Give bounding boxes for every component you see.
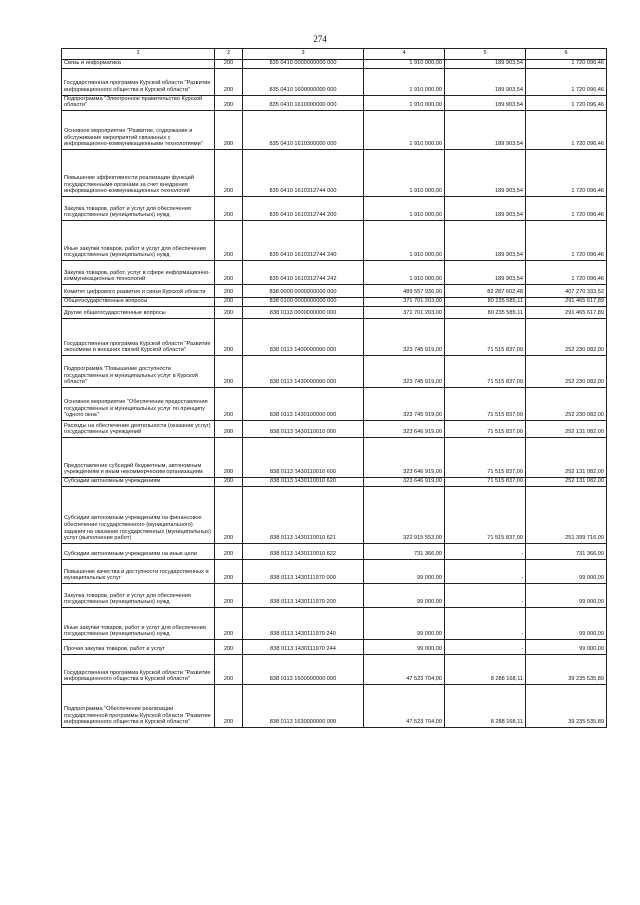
row-value-cell: 71 515 837,00 xyxy=(445,477,526,486)
row-col2-cell: 200 xyxy=(215,318,243,355)
row-value-cell: 99 000,00 xyxy=(364,583,445,607)
row-value-cell: 99 000,00 xyxy=(526,559,607,583)
row-value-cell: 189 903,54 xyxy=(445,220,526,260)
header-cell: 6 xyxy=(526,49,607,60)
row-value-cell: 1 720 096,46 xyxy=(526,220,607,260)
row-value-cell: 99 000,00 xyxy=(526,639,607,654)
table-row xyxy=(62,284,607,297)
row-code-cell: 838 0113 1430110010 000 xyxy=(243,420,364,437)
row-value-cell: 1 910 000,00 xyxy=(364,196,445,220)
row-col2-cell: 200 xyxy=(215,220,243,260)
row-col2-cell: 200 xyxy=(215,486,243,543)
table-row xyxy=(62,95,607,110)
table-row xyxy=(62,297,607,306)
row-value-cell: 323 745 919,00 xyxy=(364,318,445,355)
row-name-cell: Подпрограмма "Электронное правительство Курской области" xyxy=(62,95,215,110)
row-name-cell: Субсидии автономным учреждениям на финансовое обеспечение государственного (муниципального) задания на оказание государственных (муниципальных) услуг (выполнение работ) xyxy=(62,486,215,543)
row-value-cell: - xyxy=(445,639,526,654)
row-value-cell: 189 903,54 xyxy=(445,149,526,196)
row-code-cell: 838 0113 1600000000 000 xyxy=(243,654,364,684)
row-col2-cell: 200 xyxy=(215,284,243,297)
row-name-cell: Основное мероприятие "Обеспечение предоставления государственных и муниципальных услуг по принципу "одного окна" xyxy=(62,387,215,420)
row-value-cell: 99 000,00 xyxy=(364,559,445,583)
row-code-cell: 838 0113 1630000000 000 xyxy=(243,684,364,727)
row-value-cell: 252 230 082,00 xyxy=(526,387,607,420)
row-col2-cell: 200 xyxy=(215,607,243,639)
row-value-cell: 1 910 000,00 xyxy=(364,60,445,69)
table-header-row xyxy=(62,49,607,60)
header-cell: 3 xyxy=(243,49,364,60)
row-name-cell: Основное мероприятие "Развитие, содержание и обслуживание мероприятий связанных с информационно-коммуникационными технологиями" xyxy=(62,110,215,149)
row-col2-cell: 200 xyxy=(215,543,243,559)
row-value-cell: 39 235 535,89 xyxy=(526,684,607,727)
row-col2-cell: 200 xyxy=(215,260,243,284)
row-name-cell: Комитет цифрового развития и связи Курской области xyxy=(62,284,215,297)
row-value-cell: 1 720 096,46 xyxy=(526,196,607,220)
row-value-cell: 1 910 000,00 xyxy=(364,220,445,260)
row-code-cell: 835 0410 1610300000 000 xyxy=(243,110,364,149)
row-value-cell: 731 366,00 xyxy=(364,543,445,559)
row-value-cell: 47 523 704,00 xyxy=(364,654,445,684)
row-code-cell: 835 0410 1610312744 240 xyxy=(243,220,364,260)
row-value-cell: 99 000,00 xyxy=(364,607,445,639)
row-col2-cell: 200 xyxy=(215,196,243,220)
row-col2-cell: 200 xyxy=(215,420,243,437)
row-value-cell: 407 270 333,52 xyxy=(526,284,607,297)
table-row xyxy=(62,68,607,95)
row-value-cell: 71 515 837,00 xyxy=(445,387,526,420)
row-value-cell: 1 720 096,46 xyxy=(526,68,607,95)
row-code-cell: 838 0113 1430000000 000 xyxy=(243,355,364,387)
header-cell: 1 xyxy=(62,49,215,60)
table-row xyxy=(62,559,607,583)
row-value-cell: 80 235 585,11 xyxy=(445,297,526,306)
row-value-cell: 189 903,54 xyxy=(445,68,526,95)
table-row xyxy=(62,306,607,318)
row-value-cell: 189 903,54 xyxy=(445,196,526,220)
row-col2-cell: 200 xyxy=(215,60,243,69)
row-value-cell: 1 720 096,46 xyxy=(526,60,607,69)
row-value-cell: 1 720 096,46 xyxy=(526,95,607,110)
row-value-cell: 1 910 000,00 xyxy=(364,95,445,110)
table-row xyxy=(62,583,607,607)
row-value-cell: 1 910 000,00 xyxy=(364,110,445,149)
row-value-cell: 323 745 919,00 xyxy=(364,387,445,420)
row-name-cell: Предоставление субсидий бюджетным, автономным учреждениям и иным некоммерческим организациям xyxy=(62,437,215,477)
row-value-cell: 99 000,00 xyxy=(526,607,607,639)
row-name-cell: Иные закупки товаров, работ и услуг для обеспечения государственных (муниципальных) нужд xyxy=(62,607,215,639)
row-value-cell: 371 701 203,00 xyxy=(364,297,445,306)
row-value-cell: 71 515 837,00 xyxy=(445,355,526,387)
row-name-cell: Подпрограмма "Повышение доступности государственных и муниципальных услуг в Курской области" xyxy=(62,355,215,387)
row-value-cell: 252 131 082,00 xyxy=(526,437,607,477)
row-value-cell: - xyxy=(445,583,526,607)
row-code-cell: 835 0410 1610000000 000 xyxy=(243,95,364,110)
row-value-cell: - xyxy=(445,607,526,639)
table-row xyxy=(62,420,607,437)
row-value-cell: 1 910 000,00 xyxy=(364,260,445,284)
row-value-cell: 189 903,54 xyxy=(445,110,526,149)
row-col2-cell: 200 xyxy=(215,297,243,306)
row-col2-cell: 200 xyxy=(215,149,243,196)
row-col2-cell: 200 xyxy=(215,355,243,387)
row-value-cell: 1 720 096,46 xyxy=(526,110,607,149)
row-value-cell: 99 000,00 xyxy=(364,639,445,654)
row-value-cell: 8 288 168,11 xyxy=(445,654,526,684)
page-number: 274 xyxy=(313,34,327,44)
row-code-cell: 838 0113 1430111970 000 xyxy=(243,559,364,583)
table-row xyxy=(62,639,607,654)
table-row xyxy=(62,437,607,477)
row-code-cell: 835 0410 1610312744 000 xyxy=(243,149,364,196)
row-name-cell: Закупка товаров, работ, услуг в сфере информационно-коммуникационных технологий xyxy=(62,260,215,284)
row-code-cell: 838 0113 1430111970 240 xyxy=(243,607,364,639)
row-col2-cell: 200 xyxy=(215,110,243,149)
row-name-cell: Иные закупки товаров, работ и услуг для обеспечения государственных (муниципальных) нужд xyxy=(62,220,215,260)
row-code-cell: 838 0113 1430110010 620 xyxy=(243,477,364,486)
row-code-cell: 838 0113 1430100000 000 xyxy=(243,387,364,420)
row-value-cell: 323 745 919,00 xyxy=(364,355,445,387)
row-value-cell: 71 515 837,00 xyxy=(445,486,526,543)
table-row xyxy=(62,543,607,559)
table-row xyxy=(62,387,607,420)
row-code-cell: 835 0410 1610312744 242 xyxy=(243,260,364,284)
row-code-cell: 838 0100 0000000000 000 xyxy=(243,297,364,306)
row-code-cell: 838 0113 1430110010 600 xyxy=(243,437,364,477)
row-value-cell: - xyxy=(445,543,526,559)
table-row xyxy=(62,149,607,196)
row-col2-cell: 200 xyxy=(215,684,243,727)
row-name-cell: Государственная программа Курской области "Развитие информационного общества в Курской области" xyxy=(62,654,215,684)
row-value-cell: 1 910 000,00 xyxy=(364,68,445,95)
row-value-cell: 1 720 096,46 xyxy=(526,260,607,284)
row-value-cell: 252 230 082,00 xyxy=(526,355,607,387)
row-col2-cell: 200 xyxy=(215,95,243,110)
header-cell: 2 xyxy=(215,49,243,60)
row-name-cell: Расходы на обеспечение деятельности (оказание услуг) государственных учреждений xyxy=(62,420,215,437)
row-value-cell: - xyxy=(445,559,526,583)
row-value-cell: 252 230 082,00 xyxy=(526,318,607,355)
row-code-cell: 838 0113 1430111970 200 xyxy=(243,583,364,607)
row-col2-cell: 200 xyxy=(215,477,243,486)
row-value-cell: 189 903,54 xyxy=(445,95,526,110)
row-col2-cell: 200 xyxy=(215,387,243,420)
table-row xyxy=(62,220,607,260)
table-row xyxy=(62,684,607,727)
row-col2-cell: 200 xyxy=(215,306,243,318)
row-value-cell: 322 915 553,00 xyxy=(364,486,445,543)
header-cell: 5 xyxy=(445,49,526,60)
budget-table xyxy=(61,48,607,728)
row-name-cell: Закупка товаров, работ и услуг для обеспечения государственных (муниципальных) нужд xyxy=(62,583,215,607)
row-value-cell: 1 910 000,00 xyxy=(364,149,445,196)
table-row xyxy=(62,486,607,543)
row-col2-cell: 200 xyxy=(215,437,243,477)
row-value-cell: 8 288 168,11 xyxy=(445,684,526,727)
row-value-cell: 71 515 837,00 xyxy=(445,437,526,477)
row-value-cell: 323 646 919,00 xyxy=(364,437,445,477)
row-name-cell: Прочая закупка товаров, работ и услуг xyxy=(62,639,215,654)
row-code-cell: 838 0113 0000000000 000 xyxy=(243,306,364,318)
row-value-cell: 291 465 617,89 xyxy=(526,297,607,306)
row-code-cell: 835 0410 1600000000 000 xyxy=(243,68,364,95)
row-name-cell: Общегосударственные вопросы xyxy=(62,297,215,306)
table-row xyxy=(62,654,607,684)
row-code-cell: 835 0410 1610312744 200 xyxy=(243,196,364,220)
row-col2-cell: 200 xyxy=(215,68,243,95)
row-value-cell: 489 557 936,00 xyxy=(364,284,445,297)
table-row xyxy=(62,318,607,355)
row-value-cell: 47 523 704,00 xyxy=(364,684,445,727)
row-value-cell: 252 131 082,00 xyxy=(526,477,607,486)
row-name-cell: Другие общегосударственные вопросы xyxy=(62,306,215,318)
table-row xyxy=(62,355,607,387)
row-code-cell: 838 0113 1430110010 622 xyxy=(243,543,364,559)
row-value-cell: 82 287 602,48 xyxy=(445,284,526,297)
row-value-cell: 80 235 585,11 xyxy=(445,306,526,318)
row-code-cell: 838 0000 0000000000 000 xyxy=(243,284,364,297)
row-col2-cell: 200 xyxy=(215,583,243,607)
row-code-cell: 838 0113 1430111970 244 xyxy=(243,639,364,654)
table-row xyxy=(62,607,607,639)
row-name-cell: Государственная программа Курской области "Развитие экономики и внешних связей Курской области" xyxy=(62,318,215,355)
row-value-cell: 291 465 617,89 xyxy=(526,306,607,318)
row-value-cell: 323 646 919,00 xyxy=(364,420,445,437)
row-value-cell: 251 399 716,00 xyxy=(526,486,607,543)
row-name-cell: Субсидии автономным учреждениям на иные цели xyxy=(62,543,215,559)
table-row xyxy=(62,260,607,284)
row-value-cell: 1 720 096,46 xyxy=(526,149,607,196)
row-value-cell: 189 903,54 xyxy=(445,60,526,69)
row-code-cell: 838 0113 1430110010 621 xyxy=(243,486,364,543)
table-body xyxy=(62,60,607,728)
row-col2-cell: 200 xyxy=(215,654,243,684)
row-name-cell: Государственная программа Курской области "Развитие информационного общества в Курской области" xyxy=(62,68,215,95)
row-value-cell: 71 515 837,00 xyxy=(445,420,526,437)
row-value-cell: 189 903,54 xyxy=(445,260,526,284)
row-value-cell: 731 366,00 xyxy=(526,543,607,559)
row-value-cell: 371 701 203,00 xyxy=(364,306,445,318)
row-name-cell: Закупка товаров, работ и услуг для обеспечения государственных (муниципальных) нужд xyxy=(62,196,215,220)
table-row xyxy=(62,477,607,486)
table-row xyxy=(62,196,607,220)
row-value-cell: 99 000,00 xyxy=(526,583,607,607)
row-name-cell: Повышение качества и доступности государственных и муниципальных услуг xyxy=(62,559,215,583)
row-value-cell: 252 131 082,00 xyxy=(526,420,607,437)
row-name-cell: Подпрограмма "Обеспечение реализации государственной программы Курской области "Развитие информационного общества в Курской области" xyxy=(62,684,215,727)
row-name-cell: Связь и информатика xyxy=(62,60,215,69)
row-code-cell: 838 0113 1400000000 000 xyxy=(243,318,364,355)
row-value-cell: 323 646 919,00 xyxy=(364,477,445,486)
row-col2-cell: 200 xyxy=(215,639,243,654)
table-row xyxy=(62,110,607,149)
row-value-cell: 71 515 837,00 xyxy=(445,318,526,355)
row-col2-cell: 200 xyxy=(215,559,243,583)
row-name-cell: Субсидии автономным учреждениям xyxy=(62,477,215,486)
row-code-cell: 835 0410 0000000000 000 xyxy=(243,60,364,69)
table-row xyxy=(62,60,607,69)
row-value-cell: 39 235 535,89 xyxy=(526,654,607,684)
header-cell: 4 xyxy=(364,49,445,60)
row-name-cell: Повышение эффективности реализации функций государственными органами за счет внедрения информационно-коммуникационных технологий xyxy=(62,149,215,196)
